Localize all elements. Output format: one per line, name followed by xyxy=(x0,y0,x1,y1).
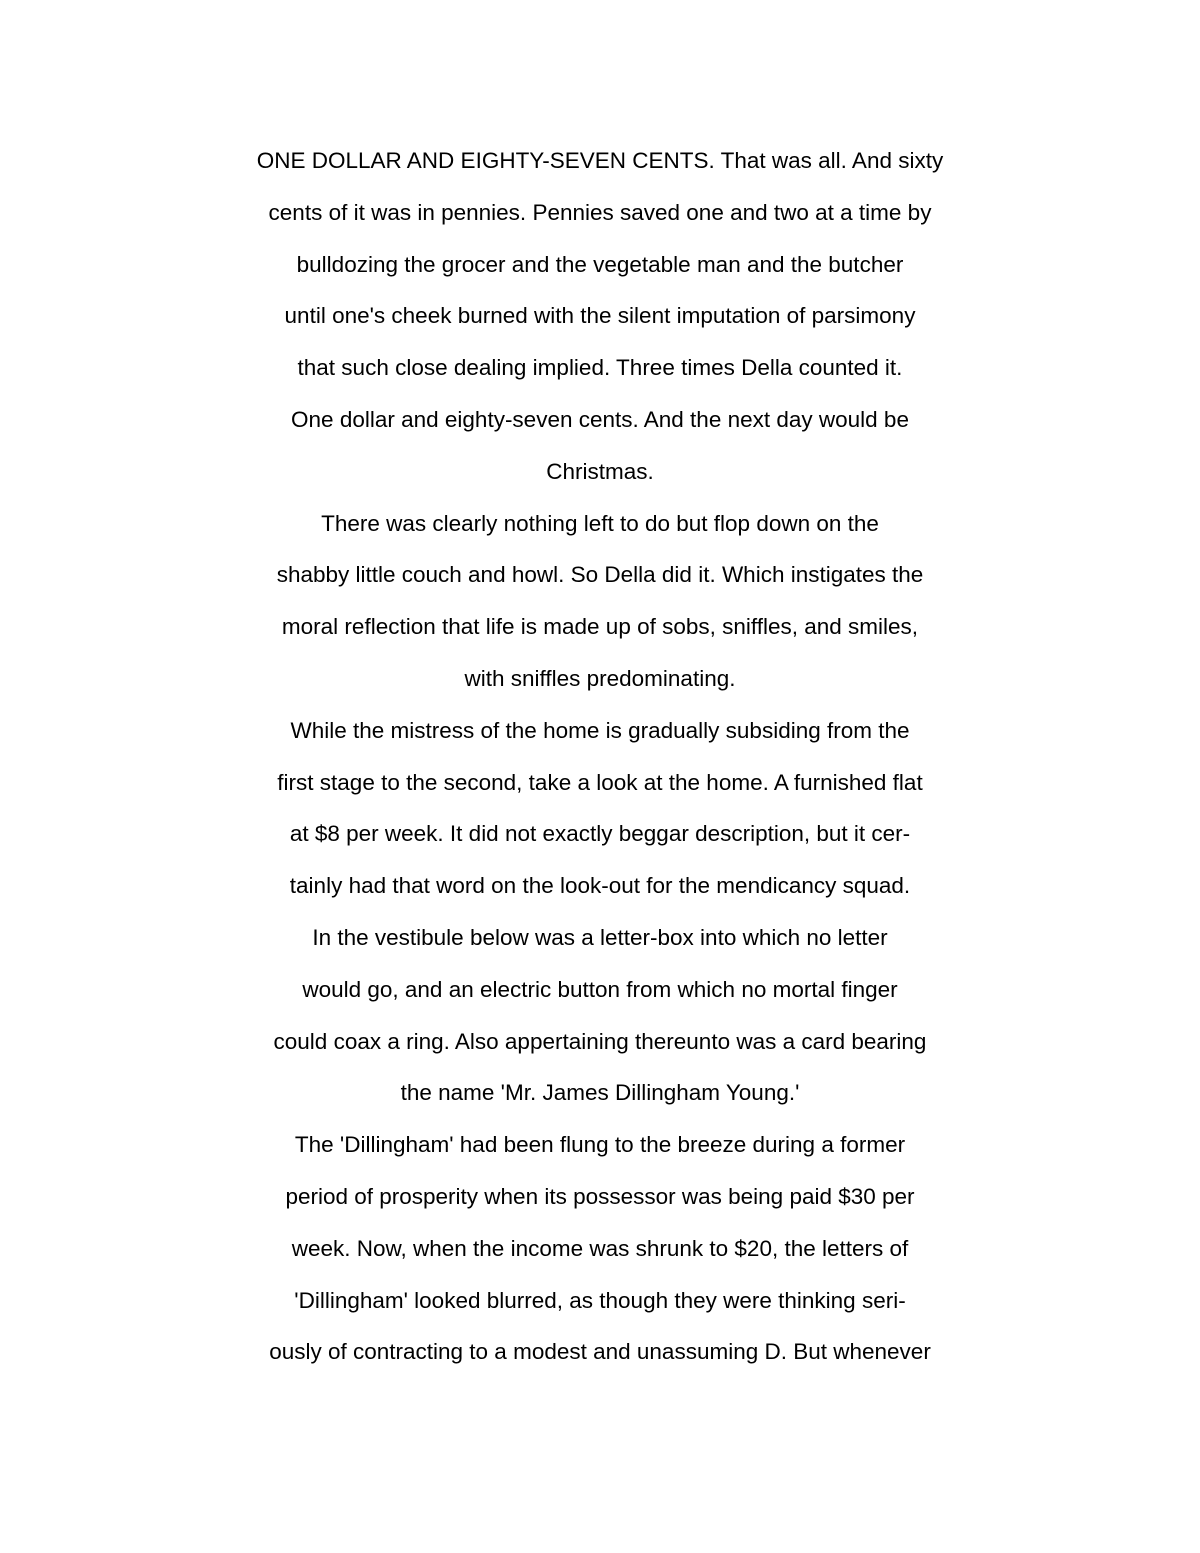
text-line: 'Dillingham' looked blurred, as though they were thinking seri- xyxy=(294,1287,906,1313)
text-line: period of prosperity when its possessor was being paid $30 per xyxy=(285,1183,915,1209)
text-line: at $8 per week. It did not exactly beggar description, but it cer- xyxy=(289,821,911,847)
text-line: There was clearly nothing left to do but flop down on the xyxy=(321,510,879,536)
text-line: week. Now, when the income was shrunk to $20, the letters of xyxy=(291,1235,909,1261)
text-line: While the mistress of the home is gradually subsiding from the xyxy=(290,717,910,743)
text-line: tainly had that word on the look-out for the mendicancy squad. xyxy=(289,873,911,899)
text-line: would go, and an electric button from which no mortal finger xyxy=(302,976,898,1002)
text-line: cents of it was in pennies. Pennies saved one and two at a time by xyxy=(268,199,932,225)
text-line: The 'Dillingham' had been flung to the breeze during a former xyxy=(294,1132,906,1158)
body-text xyxy=(200,135,1000,1378)
text-line: ously of contracting to a modest and unassuming D. But whenever xyxy=(269,1339,931,1365)
text-line: could coax a ring. Also appertaining thereunto was a card bearing xyxy=(273,1028,927,1054)
text-line: ONE DOLLAR AND EIGHTY-SEVEN CENTS. That was all. And sixty xyxy=(256,148,944,173)
text-line: One dollar and eighty-seven cents. And the next day would be xyxy=(291,406,909,432)
text-line: with sniffles predominating. xyxy=(464,665,736,691)
text-line: first stage to the second, take a look at the home. A furnished flat xyxy=(277,769,923,795)
text-line: the name 'Mr. James Dillingham Young.' xyxy=(400,1080,800,1106)
text-line: bulldozing the grocer and the vegetable man and the butcher xyxy=(296,251,904,277)
text-line: moral reflection that life is made up of sobs, sniffles, and smiles, xyxy=(281,614,919,640)
text-line: In the vestibule below was a letter-box into which no letter xyxy=(312,924,888,950)
text-line: that such close dealing implied. Three times Della counted it. xyxy=(297,355,903,381)
text-line: shabby little couch and howl. So Della did it. Which instigates the xyxy=(276,562,924,588)
text-line: until one's cheek burned with the silent imputation of parsimony xyxy=(284,303,916,329)
text-line: Christmas. xyxy=(546,458,654,484)
